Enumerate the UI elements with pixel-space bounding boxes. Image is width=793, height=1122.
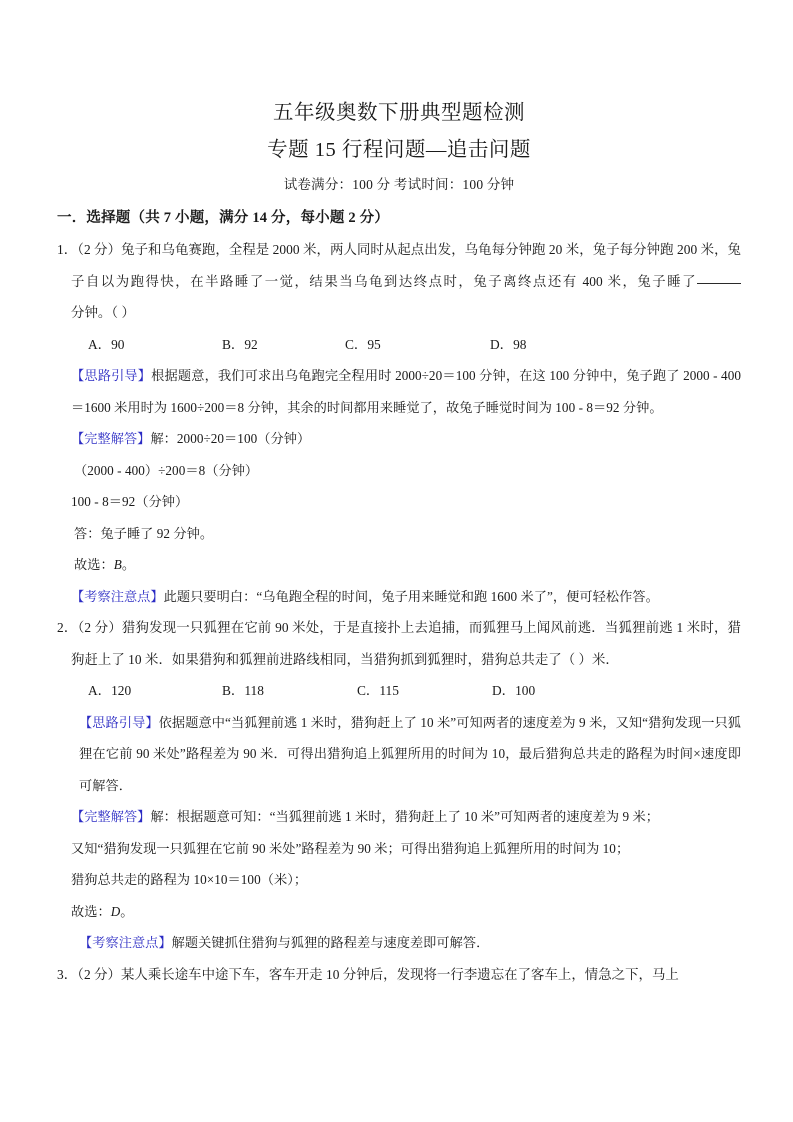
solution-text: 解：根据题意可知：“当狐狸前逃 1 米时，猎狗赶上了 10 米”可知两者的速度差为 9 米；: [150, 809, 659, 824]
option-letter: D．: [492, 683, 516, 698]
question-1-choice: [57, 549, 741, 581]
option-value: 92: [244, 336, 258, 352]
document-title: 五年级奥数下册典型题检测: [273, 102, 525, 124]
question-3-number: 3: [57, 966, 64, 982]
question-3-stem-text: 某人乘长途车中途下车，客车开走 10 分钟后，发现将一行李遗忘在了客车上，情急之下，马上: [120, 966, 679, 982]
choice-letter: B: [113, 557, 122, 572]
question-1-option-d[interactable]: [490, 329, 526, 361]
exam-info: 试卷满分：100 分 考试时间：100 分钟: [283, 177, 515, 192]
question-1-number-dot: ．: [63, 242, 78, 257]
option-letter: B．: [222, 336, 245, 352]
option-letter: A．: [88, 336, 112, 352]
document-subtitle: 专题 15 行程问题—追击问题: [267, 139, 531, 161]
question-2-note: [57, 927, 741, 959]
option-value: 115: [379, 683, 399, 698]
question-2-stem-text: 猎狗发现一只狐狸在它前 90 米处，于是直接扑上去追捕，而狐狸马上闻风前逃．当狐狸前逃 1 米时，猎狗赶上了 10 米．如果猎狗和狐狸前进路线相同，当猎狗抓到狐狸时，猎狗总共走了（ ）米．: [71, 620, 741, 667]
option-letter: C．: [357, 683, 380, 698]
question-1-answer-blank[interactable]: [697, 283, 741, 284]
question-1-marks: （2 分）: [77, 242, 122, 257]
question-2: [57, 612, 741, 959]
question-2-number: 2: [57, 620, 64, 635]
question-2-marks: （2 分）: [77, 620, 122, 635]
question-2-solution-line-2: 又知“猎狗发现一只狐狸在它前 90 米处”路程差为 90 米；可得出猎狗追上狐狸所用的时间为 10；: [71, 840, 630, 856]
question-3-marks: （2 分）: [77, 966, 121, 982]
option-value: 95: [367, 336, 381, 352]
choice-prefix: 故选：: [71, 903, 111, 919]
question-2-option-a[interactable]: [88, 675, 131, 707]
solution-label: 【完整解答】: [71, 809, 151, 824]
note-text: 解题关键抓住猎狗与狐狸的路程差与速度差即可解答．: [171, 935, 490, 950]
question-2-choice: [57, 896, 741, 928]
question-1-option-c[interactable]: [345, 329, 381, 361]
choice-suffix: 。: [121, 557, 136, 572]
question-3-number-dot: ．: [63, 966, 78, 982]
hint-label: 【思路引导】: [71, 368, 152, 383]
question-1-solution-line-4: 答：兔子睡了 92 分钟。: [74, 525, 214, 541]
question-1-solution-line-2: （2000 - 400）÷200＝8（分钟）: [74, 462, 259, 478]
option-letter: A．: [88, 683, 112, 698]
option-letter: C．: [345, 336, 368, 352]
question-1-note: [57, 581, 741, 613]
choice-prefix: 故选：: [74, 557, 114, 572]
question-2-option-d[interactable]: [492, 675, 535, 707]
question-1-number: 1: [57, 242, 64, 257]
option-value: 100: [515, 683, 536, 698]
question-1: [57, 234, 741, 612]
question-2-number-dot: ．: [63, 620, 78, 635]
option-letter: D．: [490, 336, 514, 352]
question-1-option-b[interactable]: [222, 329, 258, 361]
option-value: 98: [513, 336, 527, 352]
question-2-hint: [57, 707, 741, 802]
question-1-hint: [57, 360, 741, 423]
option-letter: B．: [222, 683, 245, 698]
solution-text: 解：2000÷20＝100（分钟）: [150, 431, 311, 446]
option-value: 118: [244, 683, 264, 698]
note-text: 此题只要明白：“乌龟跑全程的时间，兔子用来睡觉和跑 1600 米了”，便可轻松作答。: [163, 588, 659, 604]
question-2-option-b[interactable]: [222, 675, 264, 707]
question-1-options: [57, 329, 741, 361]
question-1-stem-text-a: 兔子和乌龟赛跑，全程是 2000 米，两人同时从起点出发，乌龟每分钟跑 20 米，兔子每分钟跑 200 米，兔子自以为跑得快，在半路睡了一觉，结果当乌龟到达终点时，兔子离终点还有 400 米，兔子睡了: [71, 242, 741, 289]
question-2-solution-line-1: [57, 801, 741, 833]
choice-letter: D: [110, 903, 121, 919]
choice-suffix: 。: [120, 903, 134, 919]
question-1-solution-line-1: [57, 423, 741, 455]
note-label: 【考察注意点】: [71, 588, 164, 604]
hint-text: 依据题意中“当狐狸前逃 1 米时，猎狗赶上了 10 米”可知两者的速度差为 9 米，又知“猎狗发现一只狐狸在它前 90 米处”路程差为 90 米．可得出猎狗追上狐狸所用的时间为 10，最后猎狗总共走的路程为时间×速度即可解答．: [79, 714, 741, 793]
hint-label: 【思路引导】: [79, 714, 159, 730]
question-1-option-a[interactable]: [88, 329, 124, 361]
question-2-solution-line-3: 猎狗总共走的路程为 10×10＝100（米）；: [71, 872, 308, 887]
question-2-options: [57, 675, 741, 707]
question-2-stem: [57, 612, 741, 675]
option-value: 90: [111, 336, 125, 352]
section-heading: 一．选择题（共 7 小题，满分 14 分，每小题 2 分）: [57, 210, 390, 226]
question-1-stem: [57, 234, 741, 329]
hint-text: 根据题意，我们可求出乌龟跑完全程用时 2000÷20＝100 分钟，在这 100 分钟中，兔子跑了 2000 - 400＝1600 米用时为 1600÷200＝8 分钟，其余的时间都用来睡觉了，故兔子睡觉时间为 100 - 8＝92 分钟。: [71, 368, 741, 415]
question-1-solution-line-3: 100 - 8＝92（分钟）: [71, 494, 189, 509]
option-value: 120: [111, 683, 132, 698]
document-content: [57, 98, 741, 990]
note-label: 【考察注意点】: [79, 935, 172, 950]
question-1-stem-text-b: 分钟。（ ）: [71, 305, 135, 320]
question-3: [57, 959, 741, 991]
solution-label: 【完整解答】: [71, 431, 151, 446]
question-3-stem: [57, 959, 741, 991]
question-2-option-c[interactable]: [357, 675, 399, 707]
